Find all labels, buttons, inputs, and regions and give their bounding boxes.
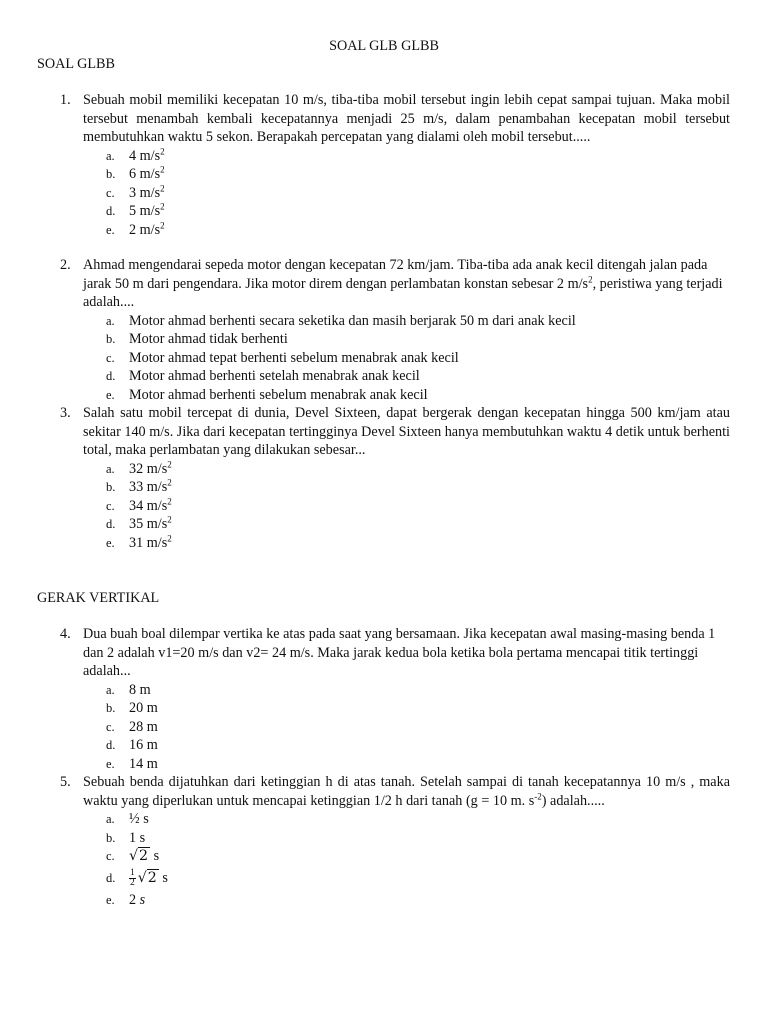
option-d: d. 16 m bbox=[106, 737, 158, 753]
option-e: e. 31 $m/s^2$ bbox=[106, 532, 172, 551]
question-number: 5. bbox=[60, 774, 71, 790]
question-number: 1. bbox=[60, 92, 71, 108]
option-b: b. 6 $m/s^2$ bbox=[106, 164, 165, 182]
option-e: e. 14 m bbox=[106, 755, 158, 772]
question-number: 2. bbox=[60, 257, 71, 273]
question-number: 4. bbox=[60, 626, 71, 642]
option-b: b. Motor ahmad tidak berhenti bbox=[106, 331, 288, 347]
section-heading-gerak-vertikal: GERAK VERTIKAL bbox=[37, 590, 160, 606]
fraction: $\frac{1}{2}$ bbox=[130, 868, 135, 889]
option-a: a. 32 $m/s^2$ bbox=[106, 458, 172, 477]
question-5 bbox=[60, 773, 730, 910]
option-e: e. 2 s bbox=[106, 892, 146, 908]
option-list bbox=[106, 681, 730, 774]
option-c: c. 3 $m/s^2$ bbox=[106, 182, 165, 201]
option-d: d. 35 $m/s^2$ bbox=[106, 514, 172, 532]
option-b: b. 20 m bbox=[106, 700, 158, 716]
question-2 bbox=[60, 256, 730, 404]
option-d: d. 5 $m/s^2$ bbox=[106, 201, 165, 219]
option-list bbox=[106, 460, 730, 553]
option-a: a. 8 m bbox=[106, 681, 151, 698]
option-c: c. 34 $m/s^2$ bbox=[106, 495, 172, 514]
question-text: Sebuah benda dijatuhkan dari ketinggian h di atas tanah. Setelah sampai di tanah kecepatannya 10 m/s , maka waktu yang diperlukan untuk mencapai ketinggian 1/2 h dari tanah (g = 10 m. $s^{-2}$) adalah..... bbox=[83, 774, 730, 809]
question-1 bbox=[60, 91, 730, 239]
option-d: d. $\frac{1}{2}$ √2 s bbox=[106, 868, 168, 889]
question-3 bbox=[60, 404, 730, 552]
option-a: a. Motor ahmad berhenti secara seketika dan masih berjarak 50 m dari anak kecil bbox=[106, 312, 576, 329]
option-a: a. ½ s bbox=[106, 811, 149, 827]
option-list bbox=[106, 147, 730, 240]
option-b: b. 33 $m/s^2$ bbox=[106, 477, 172, 495]
question-text: Sebuah mobil memiliki kecepatan 10 m/s, tiba-tiba mobil tersebut ingin lebih cepat sampai tujuan. Maka mobil tersebut menambah kembali kecepatannya menjadi 25 m/s, dalam penambahan kecepatan mobil tersebut membutuhkan waktu 5 sekon. Berapakah percepatan yang dialami oleh mobil tersebut..... bbox=[83, 92, 730, 145]
option-e: e. 2 $m/s^2$ bbox=[106, 219, 165, 238]
option-c: c. 28 m bbox=[106, 718, 158, 735]
question-text: Ahmad mengendarai sepeda motor dengan kecepatan 72 km/jam. Tiba-tiba ada anak kecil ditengah jalan pada jarak 50 m dari pengendara. Jika motor direm dengan perlambatan konstan sebesar 2 $m/s^2$, peristiwa yang terjadi adalah.... bbox=[83, 257, 723, 310]
section-heading-glbb: SOAL GLBB bbox=[37, 56, 115, 72]
option-e: e. Motor ahmad berhenti sebelum menabrak anak kecil bbox=[106, 386, 428, 403]
option-c: c. Motor ahmad tepat berhenti sebelum menabrak anak kecil bbox=[106, 349, 459, 366]
question-text: Dua buah boal dilempar vertika ke atas pada saat yang bersamaan. Jika kecepatan awal masing-masing benda 1 dan 2 adalah v1=20 m/s dan v2= 24 m/s. Maka jarak kedua bola ketika bola pertama mencapai titik tertinggi adalah... bbox=[83, 626, 716, 679]
option-list bbox=[106, 810, 730, 910]
option-b: b. 1 s bbox=[106, 829, 146, 846]
sqrt-expression: √2 bbox=[137, 870, 157, 886]
option-a: a. 4 $m/s^2$ bbox=[106, 145, 165, 164]
option-list bbox=[106, 312, 730, 405]
question-4 bbox=[60, 625, 730, 773]
option-d: d. Motor ahmad berhenti setelah menabrak anak kecil bbox=[106, 368, 420, 384]
page-title: SOAL GLB GLBB bbox=[329, 38, 439, 54]
option-c: c. √2 s bbox=[106, 848, 160, 864]
question-number: 3. bbox=[60, 405, 71, 421]
question-text: Salah satu mobil tercepat di dunia, Devel Sixteen, dapat bergerak dengan kecepatan hingga 500 km/jam atau sekitar 140 m/s. Jika dari kecepatan tertingginya Devel Sixteen hanya membutuhkan waktu 4 detik untuk berhenti total, maka perlambatan yang dilakukan sebesar... bbox=[83, 405, 730, 458]
sqrt-expression: √2 bbox=[129, 848, 149, 864]
